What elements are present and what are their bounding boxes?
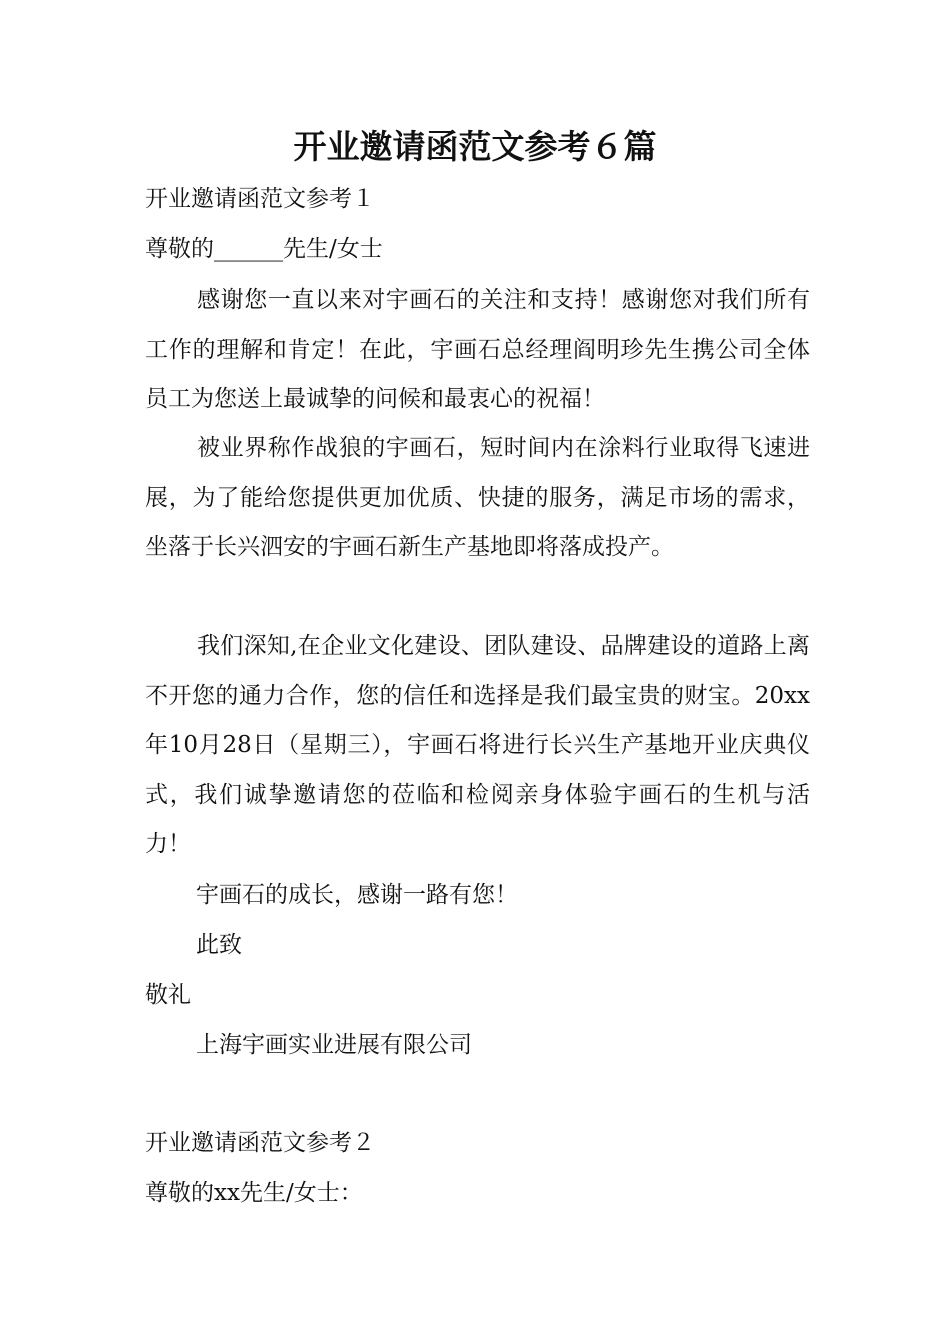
section-1-salutation: 尊敬的______先生/女士 bbox=[145, 236, 383, 262]
section-1-thanks-line: 宇画石的成长，感谢一路有您！ bbox=[196, 882, 518, 908]
section-1-paragraph-3: 我们深知,在企业文化建设、团队建设、品牌建设的道路上离不开您的通力合作，您的信任和选择是我们最宝贵的财宝。20xx年10月28日（星期三），宇画石将进行长兴生产基地开业庆典仪式，我们诚挚邀请您的莅临和检阅亲身体验宇画石的生机与活力！ bbox=[145, 633, 810, 857]
section-1-closing-jing-li: 敬礼 bbox=[145, 982, 191, 1008]
section-1-paragraph-1: 感谢您一直以来对宇画石的关注和支持！感谢您对我们所有工作的理解和肯定！在此，宇画石总经理阎明珍先生携公司全体员工为您送上最诚挚的问候和最衷心的祝福！ bbox=[145, 287, 810, 412]
document-title: 开业邀请函范文参考６篇 bbox=[293, 127, 657, 166]
section-1-heading: 开业邀请函范文参考１ bbox=[145, 186, 375, 212]
section-2-salutation: 尊敬的xx先生/女士： bbox=[145, 1180, 363, 1206]
section-1-paragraph-2: 被业界称作战狼的宇画石，短时间内在涂料行业取得飞速进展，为了能给您提供更加优质、快捷的服务，满足市场的需求，坐落于长兴泗安的宇画石新生产基地即将落成投产。 bbox=[145, 435, 810, 560]
section-2-heading: 开业邀请函范文参考２ bbox=[145, 1130, 375, 1156]
section-1-closing-ci-zhi: 此致 bbox=[196, 932, 242, 958]
section-1-signature: 上海宇画实业进展有限公司 bbox=[196, 1032, 472, 1058]
